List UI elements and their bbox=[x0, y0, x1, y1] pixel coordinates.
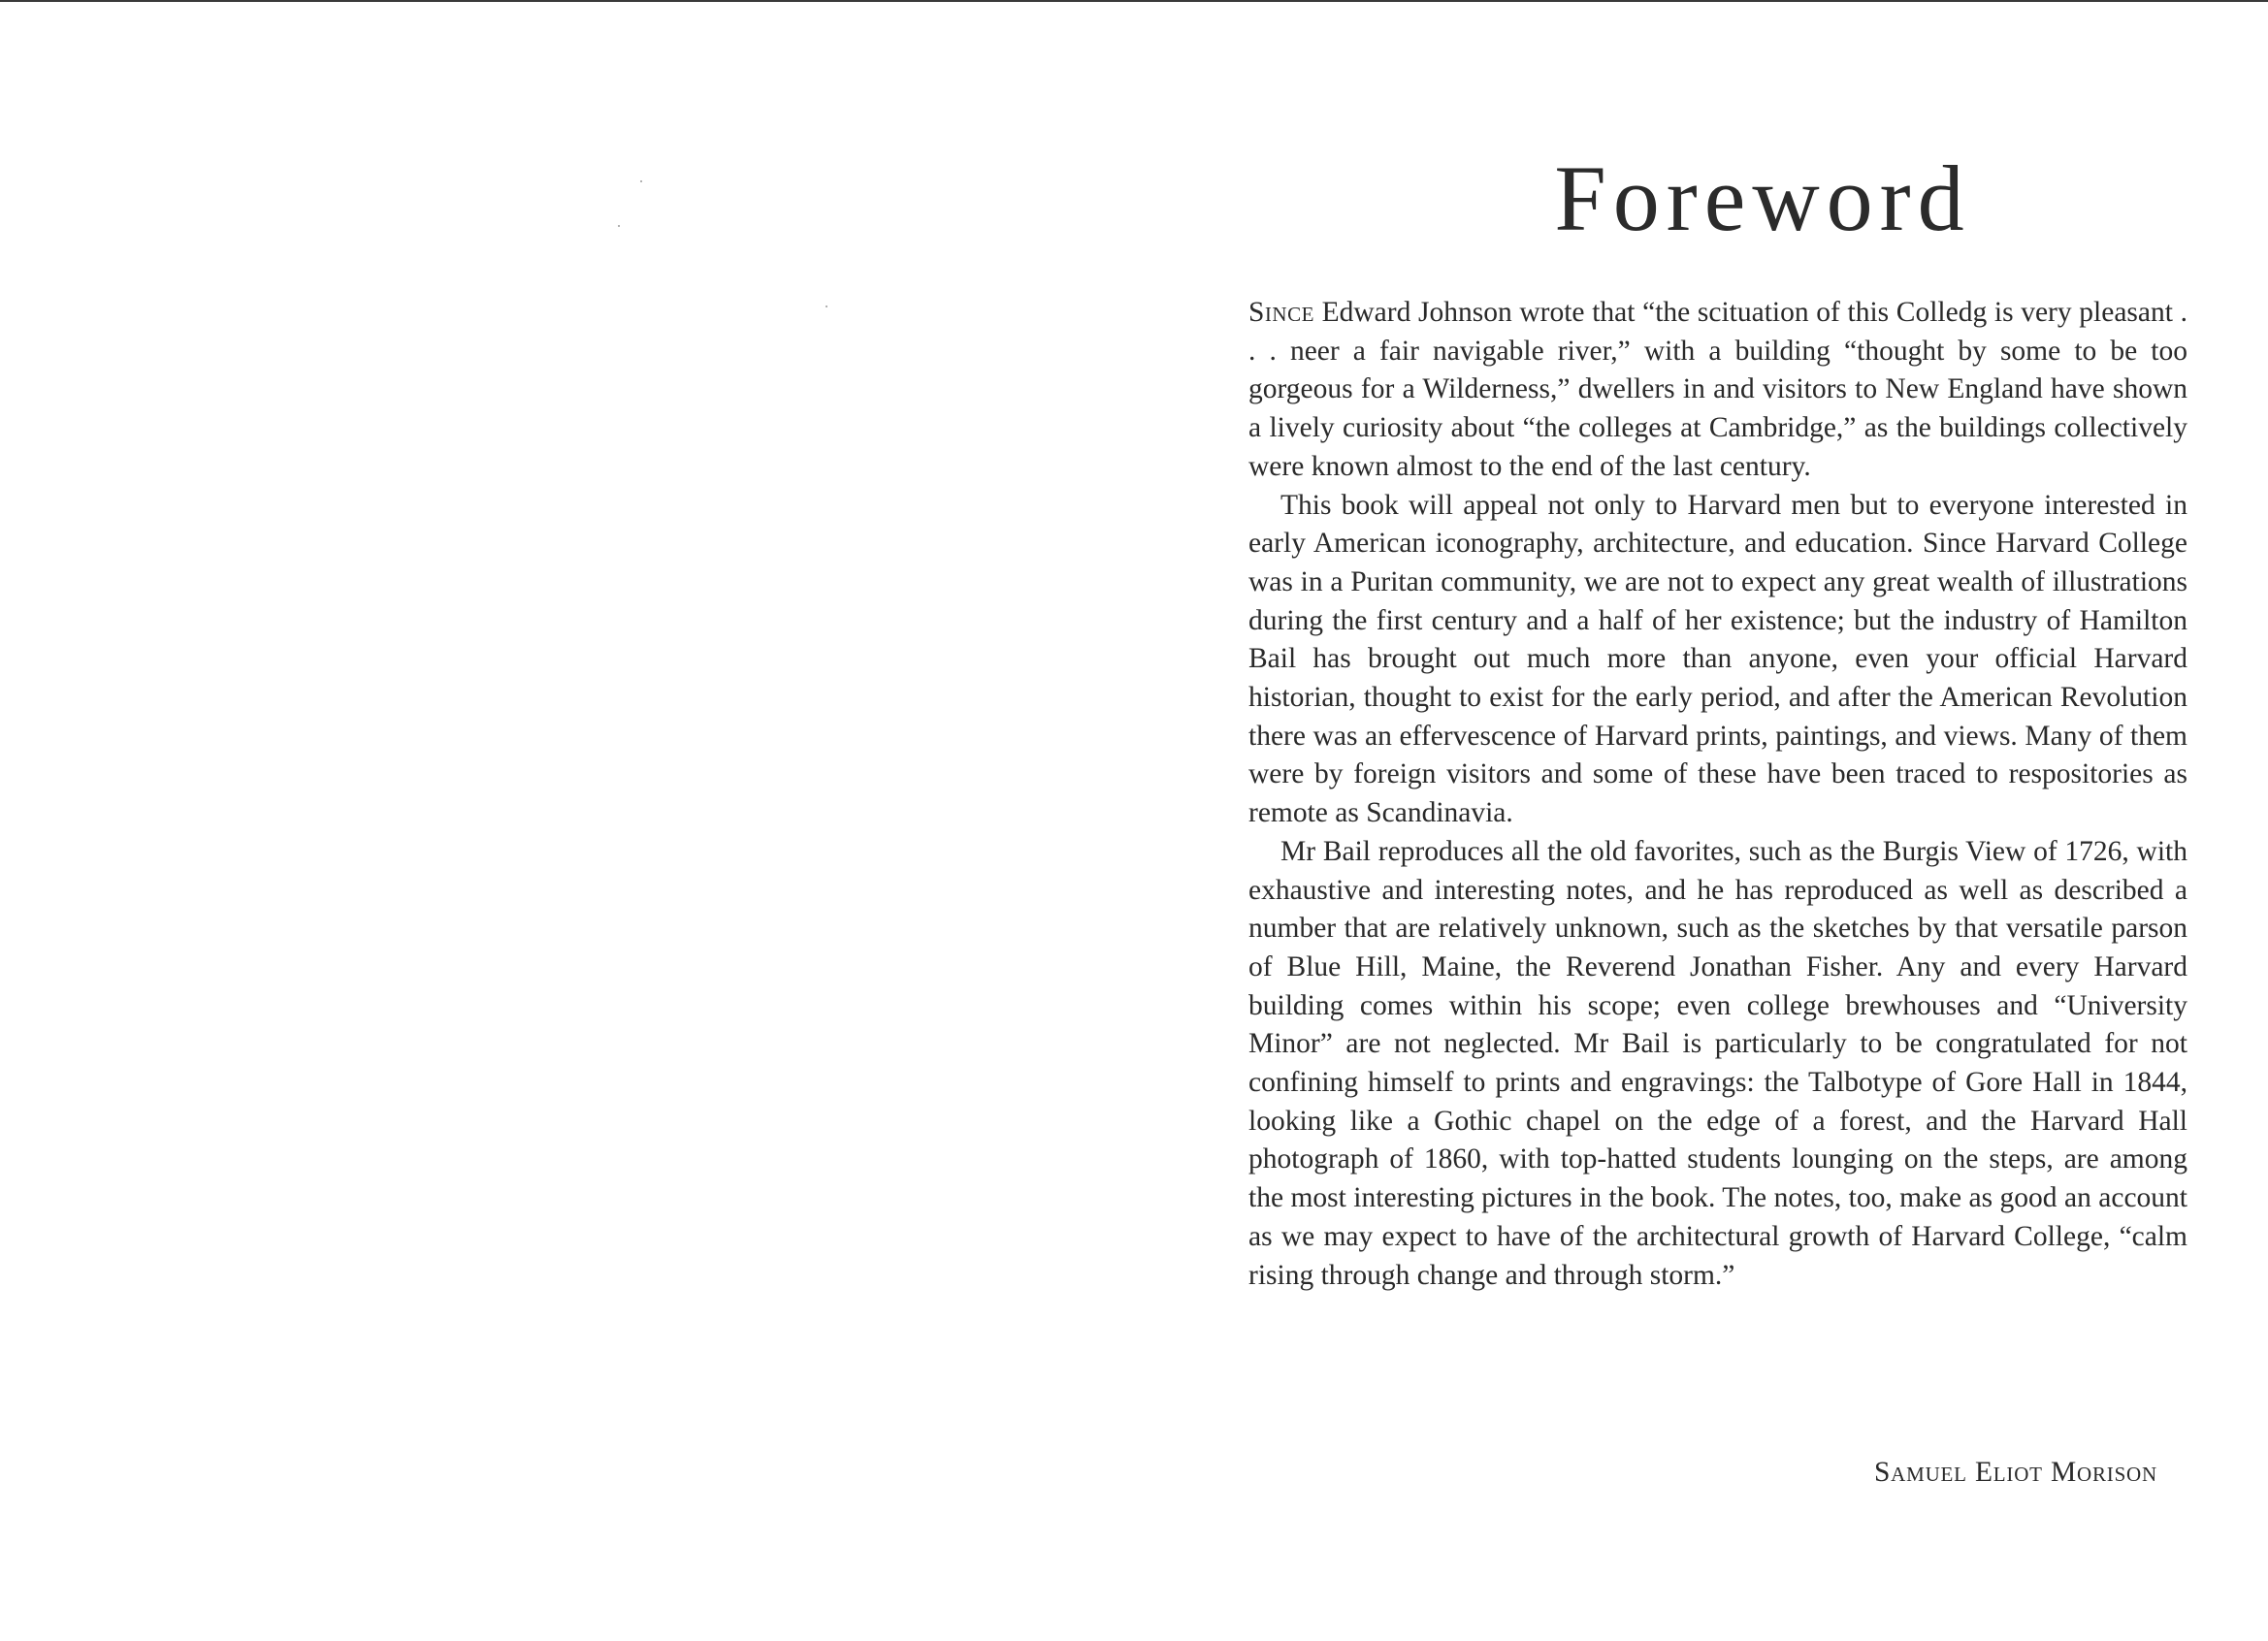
foreword-body bbox=[1248, 294, 2187, 1295]
paragraph-3: Mr Bail reproduces all the old favorites, such as the Burgis View of 1726, with exhaustive and interesting notes, and he has reproduced as well as described a number that are relatively unknown, such as the sketches by that versatile parson of Blue Hill, Maine, the Reverend Jonathan Fisher. Any and every Harvard building comes within his scope; even college brewhouses and “University Minor” are not neglected. Mr Bail is particularly to be congratulated for not confining himself to prints and engravings: the Talbotype of Gore Hall in 1844, looking like a Gothic chapel on the edge of a forest, and the Harvard Hall photograph of 1860, with top-hatted students lounging on the steps, are among the most interesting pictures in the book. The notes, too, make as good an account as we may expect to have of the architectural growth of Harvard College, “calm rising through change and through storm.” bbox=[1248, 835, 2187, 1291]
top-edge-rule bbox=[0, 0, 2268, 2]
scan-speck bbox=[826, 306, 827, 307]
opening-word: Since bbox=[1248, 297, 1314, 328]
scan-speck bbox=[640, 180, 642, 182]
paragraph-1 bbox=[1248, 294, 2187, 487]
author-signature: Samuel Eliot Morison bbox=[1873, 1457, 2157, 1488]
scan-speck bbox=[618, 225, 620, 227]
paragraph-2: This book will appeal not only to Harvard men but to everyone interested in early American iconography, architecture, and education. Since Harvard College was in a Puritan community, we are not to expect any great wealth of illustrations during the first century and a half of her existence; but the industry of Hamilton Bail has brought out much more than anyone, even your official Harvard historian, thought to exist for the early period, and after the American Revolution there was an effervescence of Harvard prints, paintings, and views. Many of them were by foreign visitors and some of these have been traced to respositories as remote as Scandinavia. bbox=[1248, 489, 2187, 829]
page-title: Foreword bbox=[1554, 146, 1971, 250]
paragraph-1-text: Edward Johnson wrote that “the scituation of this Colledg is very pleasant . . . neer a fair navigable river,” with a building “thought by some to be too gorgeous for a Wilderness,” dwellers in and visitors to New England have shown a lively curiosity about “the colleges at Cambridge,” as the buildings collectively were known almost to the end of the last century. bbox=[1248, 297, 2187, 482]
